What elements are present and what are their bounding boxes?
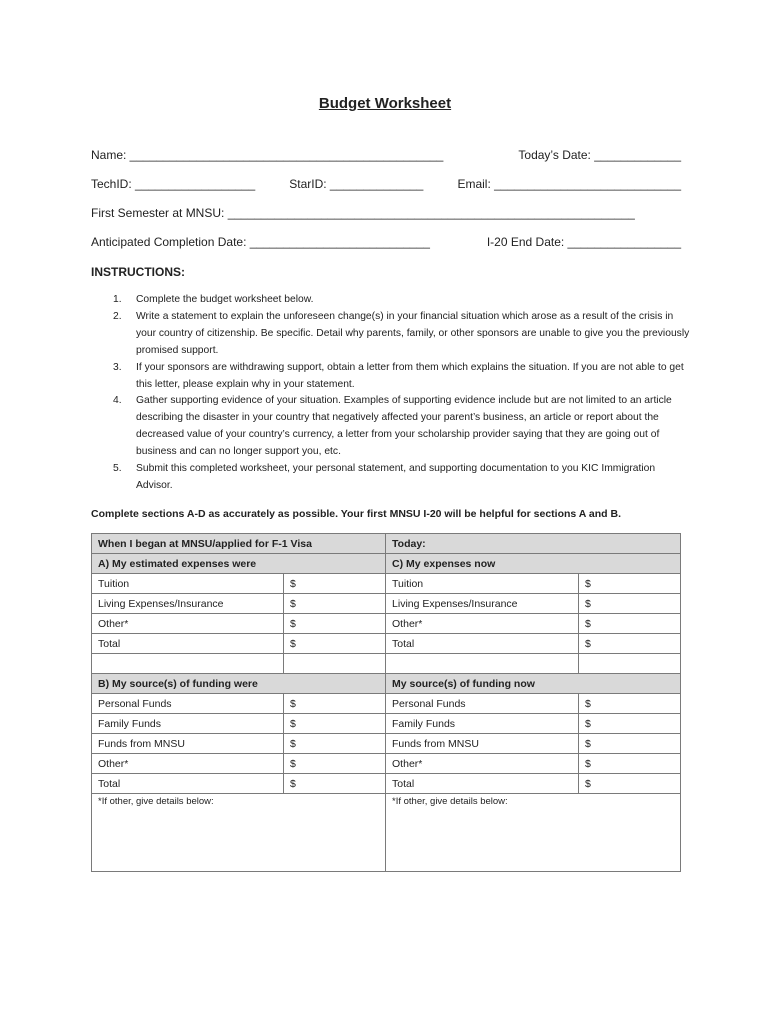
amount-cell[interactable]: $	[579, 774, 681, 794]
section-a-header: A) My estimated expenses were	[92, 554, 386, 574]
starid-field[interactable]: StarID: ______________	[289, 177, 424, 191]
expense-label: Tuition	[92, 574, 284, 594]
amount-cell[interactable]: $	[579, 634, 681, 654]
amount-cell[interactable]: $	[579, 714, 681, 734]
amount-cell[interactable]: $	[284, 774, 386, 794]
section-d-header: My source(s) of funding now	[386, 674, 681, 694]
ids-line	[91, 177, 681, 191]
name-field[interactable]: Name: _______________________________________________	[91, 148, 444, 162]
table-row	[92, 534, 681, 554]
funding-label: Other*	[92, 754, 284, 774]
table-row	[92, 734, 681, 754]
table-row	[92, 634, 681, 654]
table-row	[92, 774, 681, 794]
amount-cell[interactable]: $	[579, 754, 681, 774]
left-column-header: When I began at MNSU/applied for F-1 Visa	[92, 534, 386, 554]
amount-cell[interactable]: $	[579, 614, 681, 634]
name-date-line	[91, 148, 681, 162]
expense-label: Other*	[386, 614, 579, 634]
expense-label: Total	[92, 634, 284, 654]
list-number: 1.	[113, 294, 122, 305]
table-row	[92, 694, 681, 714]
table-row	[92, 594, 681, 614]
list-number: 2.	[113, 310, 122, 322]
details-cell-right[interactable]: *If other, give details below:	[386, 794, 681, 872]
amount-cell[interactable]: $	[284, 734, 386, 754]
list-text: Gather supporting evidence of your situation. Examples of supporting evidence include but are not limited to an article describing the disaster in your country that negatively affected your parent’s business, an article or report about the decreased value of your country’s currency, a letter from your scholarship provider saying that they are going out of business and can no longer support you, etc.	[136, 395, 672, 458]
list-item	[91, 292, 691, 309]
page-title: Budget Worksheet	[318, 95, 452, 112]
funding-label: Personal Funds	[92, 694, 284, 714]
list-text: Write a statement to explain the unforeseen change(s) in your financial situation which arose as a result of the crisis in your country of citizenship. Be specific. Detail why parents, family, or other sponsors are unable to give you the previously promised support.	[136, 310, 690, 356]
techid-field[interactable]: TechID: __________________	[91, 177, 256, 191]
table-row	[92, 654, 681, 674]
expense-label: Living Expenses/Insurance	[92, 594, 284, 614]
amount-cell[interactable]: $	[284, 574, 386, 594]
amount-cell[interactable]: $	[579, 734, 681, 754]
first-semester-field[interactable]: First Semester at MNSU: _____________________________________________________________	[91, 206, 635, 220]
amount-cell[interactable]: $	[579, 574, 681, 594]
table-row	[92, 574, 681, 594]
completion-line	[91, 235, 681, 249]
list-number: 5.	[113, 463, 122, 475]
amount-cell[interactable]: $	[579, 694, 681, 714]
list-number: 3.	[113, 361, 122, 373]
table-row	[92, 674, 681, 694]
expense-label: Total	[386, 634, 579, 654]
list-text: Complete the budget worksheet below.	[136, 294, 314, 305]
section-c-header: C) My expenses now	[386, 554, 681, 574]
todays-date-field[interactable]: Today’s Date: _____________	[518, 148, 681, 162]
funding-label: Other*	[386, 754, 579, 774]
completion-date-field[interactable]: Anticipated Completion Date: ___________________________	[91, 235, 430, 249]
blank-cell	[579, 654, 681, 674]
expense-label: Tuition	[386, 574, 579, 594]
details-cell-left[interactable]: *If other, give details below:	[92, 794, 386, 872]
funding-label: Personal Funds	[386, 694, 579, 714]
funding-label: Total	[386, 774, 579, 794]
instructions-list	[91, 292, 691, 495]
table-row	[92, 554, 681, 574]
funding-label: Funds from MNSU	[386, 734, 579, 754]
amount-cell[interactable]: $	[579, 594, 681, 614]
section-b-header: B) My source(s) of funding were	[92, 674, 386, 694]
funding-label: Family Funds	[92, 714, 284, 734]
table-row	[92, 714, 681, 734]
expense-label: Living Expenses/Insurance	[386, 594, 579, 614]
list-item	[91, 393, 691, 461]
budget-table	[91, 533, 681, 872]
list-text: If your sponsors are withdrawing support, obtain a letter from them which explains the situation. If you are not able to get this letter, please explain why in your statement.	[136, 361, 684, 390]
right-column-header: Today:	[386, 534, 681, 554]
email-field[interactable]: Email: ____________________________	[457, 177, 681, 191]
expense-label: Other*	[92, 614, 284, 634]
amount-cell[interactable]: $	[284, 714, 386, 734]
amount-cell[interactable]: $	[284, 754, 386, 774]
instructions-heading: INSTRUCTIONS:	[91, 265, 185, 279]
complete-sections-note: Complete sections A-D as accurately as possible. Your first MNSU I-20 will be helpful for sections A and B.	[91, 508, 621, 520]
semester-line	[91, 206, 681, 220]
table-row	[92, 614, 681, 634]
amount-cell[interactable]: $	[284, 614, 386, 634]
amount-cell[interactable]: $	[284, 594, 386, 614]
i20-end-date-field[interactable]: I-20 End Date: _________________	[486, 235, 681, 249]
funding-label: Funds from MNSU	[92, 734, 284, 754]
blank-cell	[284, 654, 386, 674]
funding-label: Total	[92, 774, 284, 794]
amount-cell[interactable]: $	[284, 694, 386, 714]
funding-label: Family Funds	[386, 714, 579, 734]
list-item	[91, 360, 691, 394]
list-text: Submit this completed worksheet, your personal statement, and supporting documentation to you KIC Immigration Advisor.	[136, 463, 656, 491]
blank-cell	[92, 654, 284, 674]
list-number: 4.	[113, 395, 122, 407]
list-item	[91, 309, 691, 360]
list-item	[91, 461, 691, 495]
table-row	[92, 794, 681, 872]
blank-cell	[386, 654, 579, 674]
amount-cell[interactable]: $	[284, 634, 386, 654]
table-row	[92, 754, 681, 774]
